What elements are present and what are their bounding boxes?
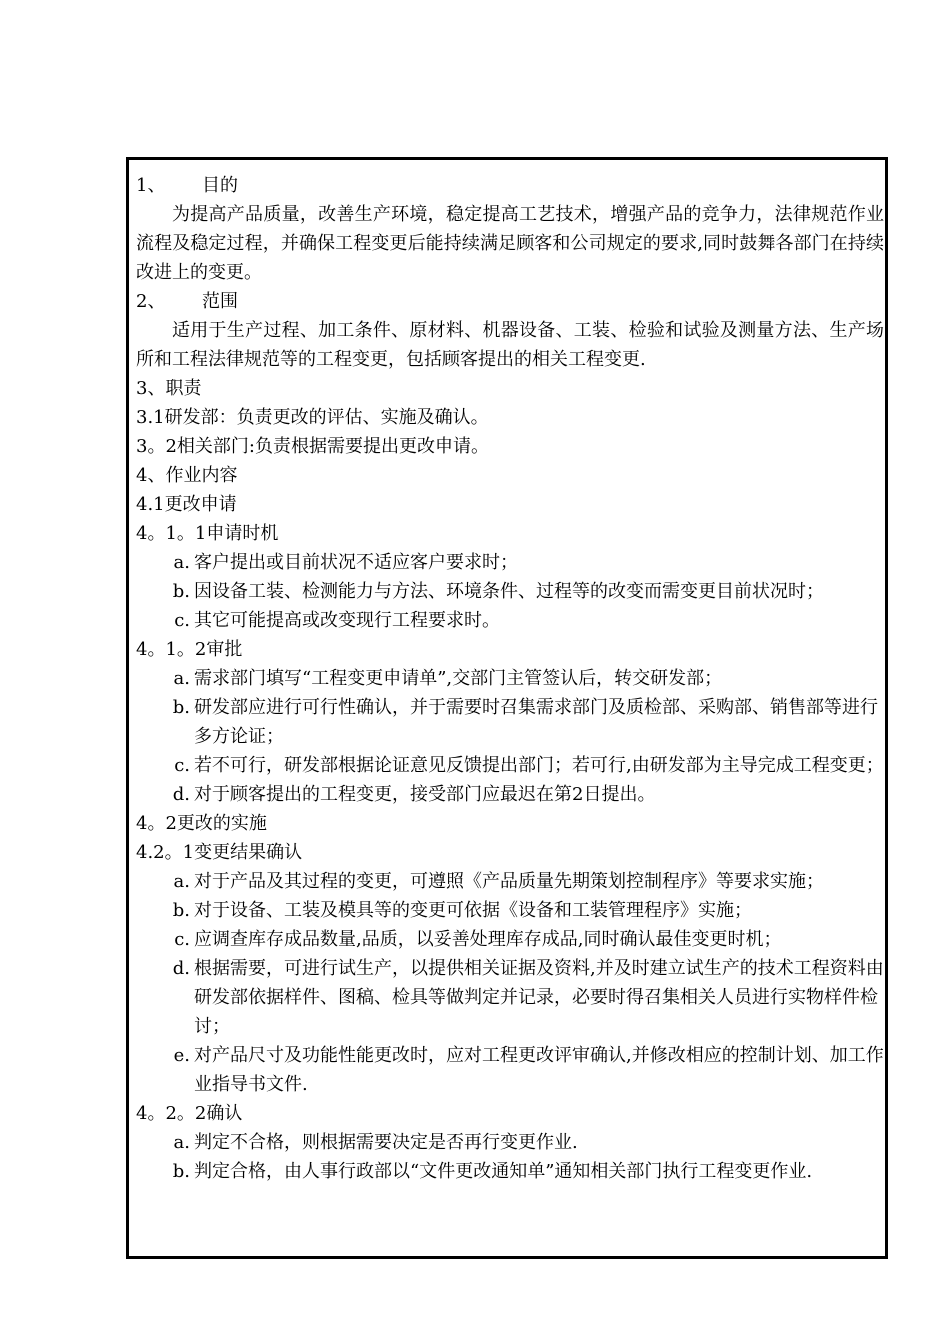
section-1-heading bbox=[136, 171, 884, 200]
item-text: 判定不合格，则根据需要决定是否再行变更作业. bbox=[194, 1132, 578, 1153]
item-mark: c. bbox=[174, 755, 190, 776]
list-item bbox=[136, 954, 884, 1041]
section-4-2-heading: 4。2更改的实施 bbox=[136, 813, 267, 834]
section-4-1-2-heading: 4。1。2审批 bbox=[136, 639, 243, 660]
item-text: 对于产品及其过程的变更，可遵照《产品质量先期策划控制程序》等要求实施； bbox=[194, 871, 824, 892]
item-text: 研发部应进行可行性确认，并于需要时召集需求部门及质检部、采购部、销售部等进行多方论证； bbox=[194, 697, 878, 747]
item-text: 因设备工装、检测能力与方法、环境条件、过程等的改变而需变更目前状况时； bbox=[194, 581, 824, 602]
list-item bbox=[136, 1128, 884, 1157]
section-title: 范围 bbox=[202, 291, 238, 312]
item-text: 客户提出或目前状况不适应客户要求时； bbox=[194, 552, 518, 573]
purpose-paragraph: 为提高产品质量，改善生产环境，稳定提高工艺技术，增强产品的竞争力，法律规范作业流程及稳定过程，并确保工程变更后能持续满足顾客和公司规定的要求,同时鼓舞各部门在持续改进上的变更。 bbox=[136, 204, 884, 283]
item-mark: c. bbox=[174, 610, 190, 631]
section-2-heading bbox=[136, 287, 884, 316]
section-3-heading: 3、职责 bbox=[136, 378, 202, 399]
list-item bbox=[136, 1041, 884, 1099]
item-mark: c. bbox=[174, 929, 190, 950]
section-title: 目的 bbox=[202, 175, 238, 196]
item-mark: d. bbox=[172, 958, 190, 979]
section-4-2-1-heading: 4.2。1变更结果确认 bbox=[136, 842, 303, 863]
item-mark: b. bbox=[172, 697, 190, 718]
item-mark: b. bbox=[172, 581, 190, 602]
list-item bbox=[136, 693, 884, 751]
item-text: 需求部门填写“工程变更申请单”,交部门主管签认后，转交研发部； bbox=[194, 668, 723, 689]
section-number: 1、 bbox=[136, 175, 166, 196]
section-number: 2、 bbox=[136, 291, 166, 312]
list-item bbox=[136, 867, 884, 896]
section-4-heading: 4、作业内容 bbox=[136, 465, 238, 486]
responsibility-3-1: 3.1研发部：负责更改的评估、实施及确认。 bbox=[136, 407, 489, 428]
list-item bbox=[136, 780, 884, 809]
list-item bbox=[136, 925, 884, 954]
item-text: 对产品尺寸及功能性能更改时，应对工程更改评审确认,并修改相应的控制计划、加工作业指导书文件. bbox=[194, 1045, 884, 1095]
item-text: 若不可行，研发部根据论证意见反馈提出部门；若可行,由研发部为主导完成工程变更； bbox=[194, 755, 884, 776]
list-item bbox=[136, 1157, 884, 1186]
item-text: 对于顾客提出的工程变更，接受部门应最迟在第2日提出。 bbox=[194, 784, 656, 805]
scope-paragraph: 适用于生产过程、加工条件、原材料、机器设备、工装、检验和试验及测量方法、生产场所和工程法律规范等的工程变更，包括顾客提出的相关工程变更. bbox=[136, 320, 884, 370]
item-mark: a. bbox=[173, 1132, 190, 1153]
list-item bbox=[136, 548, 884, 577]
list-item bbox=[136, 606, 884, 635]
list-item bbox=[136, 577, 884, 606]
responsibility-3-2: 3。2相关部门:负责根据需要提出更改申请。 bbox=[136, 436, 489, 457]
item-mark: a. bbox=[173, 871, 190, 892]
item-mark: a. bbox=[173, 668, 190, 689]
document-body bbox=[136, 171, 884, 1186]
section-4-2-2-heading: 4。2。2确认 bbox=[136, 1103, 243, 1124]
item-mark: b. bbox=[172, 900, 190, 921]
item-mark: b. bbox=[172, 1161, 190, 1182]
section-4-1-1-heading: 4。1。1申请时机 bbox=[136, 523, 279, 544]
section-4-1-heading: 4.1更改申请 bbox=[136, 494, 237, 515]
item-text: 应调查库存成品数量,品质，以妥善处理库存成品,同时确认最佳变更时机； bbox=[194, 929, 782, 950]
item-text: 对于设备、工装及模具等的变更可依据《设备和工装管理程序》实施； bbox=[194, 900, 752, 921]
list-item bbox=[136, 896, 884, 925]
list-item bbox=[136, 664, 884, 693]
list-item bbox=[136, 751, 884, 780]
item-text: 根据需要，可进行试生产，以提供相关证据及资料,并及时建立试生产的技术工程资料由研发部依据样件、图稿、检具等做判定并记录，必要时得召集相关人员进行实物样件检讨； bbox=[194, 958, 884, 1037]
item-mark: e. bbox=[173, 1045, 190, 1066]
item-mark: a. bbox=[173, 552, 190, 573]
item-text: 其它可能提高或改变现行工程要求时。 bbox=[194, 610, 500, 631]
item-mark: d. bbox=[172, 784, 190, 805]
item-text: 判定合格，由人事行政部以“文件更改通知单”通知相关部门执行工程变更作业. bbox=[194, 1161, 813, 1182]
